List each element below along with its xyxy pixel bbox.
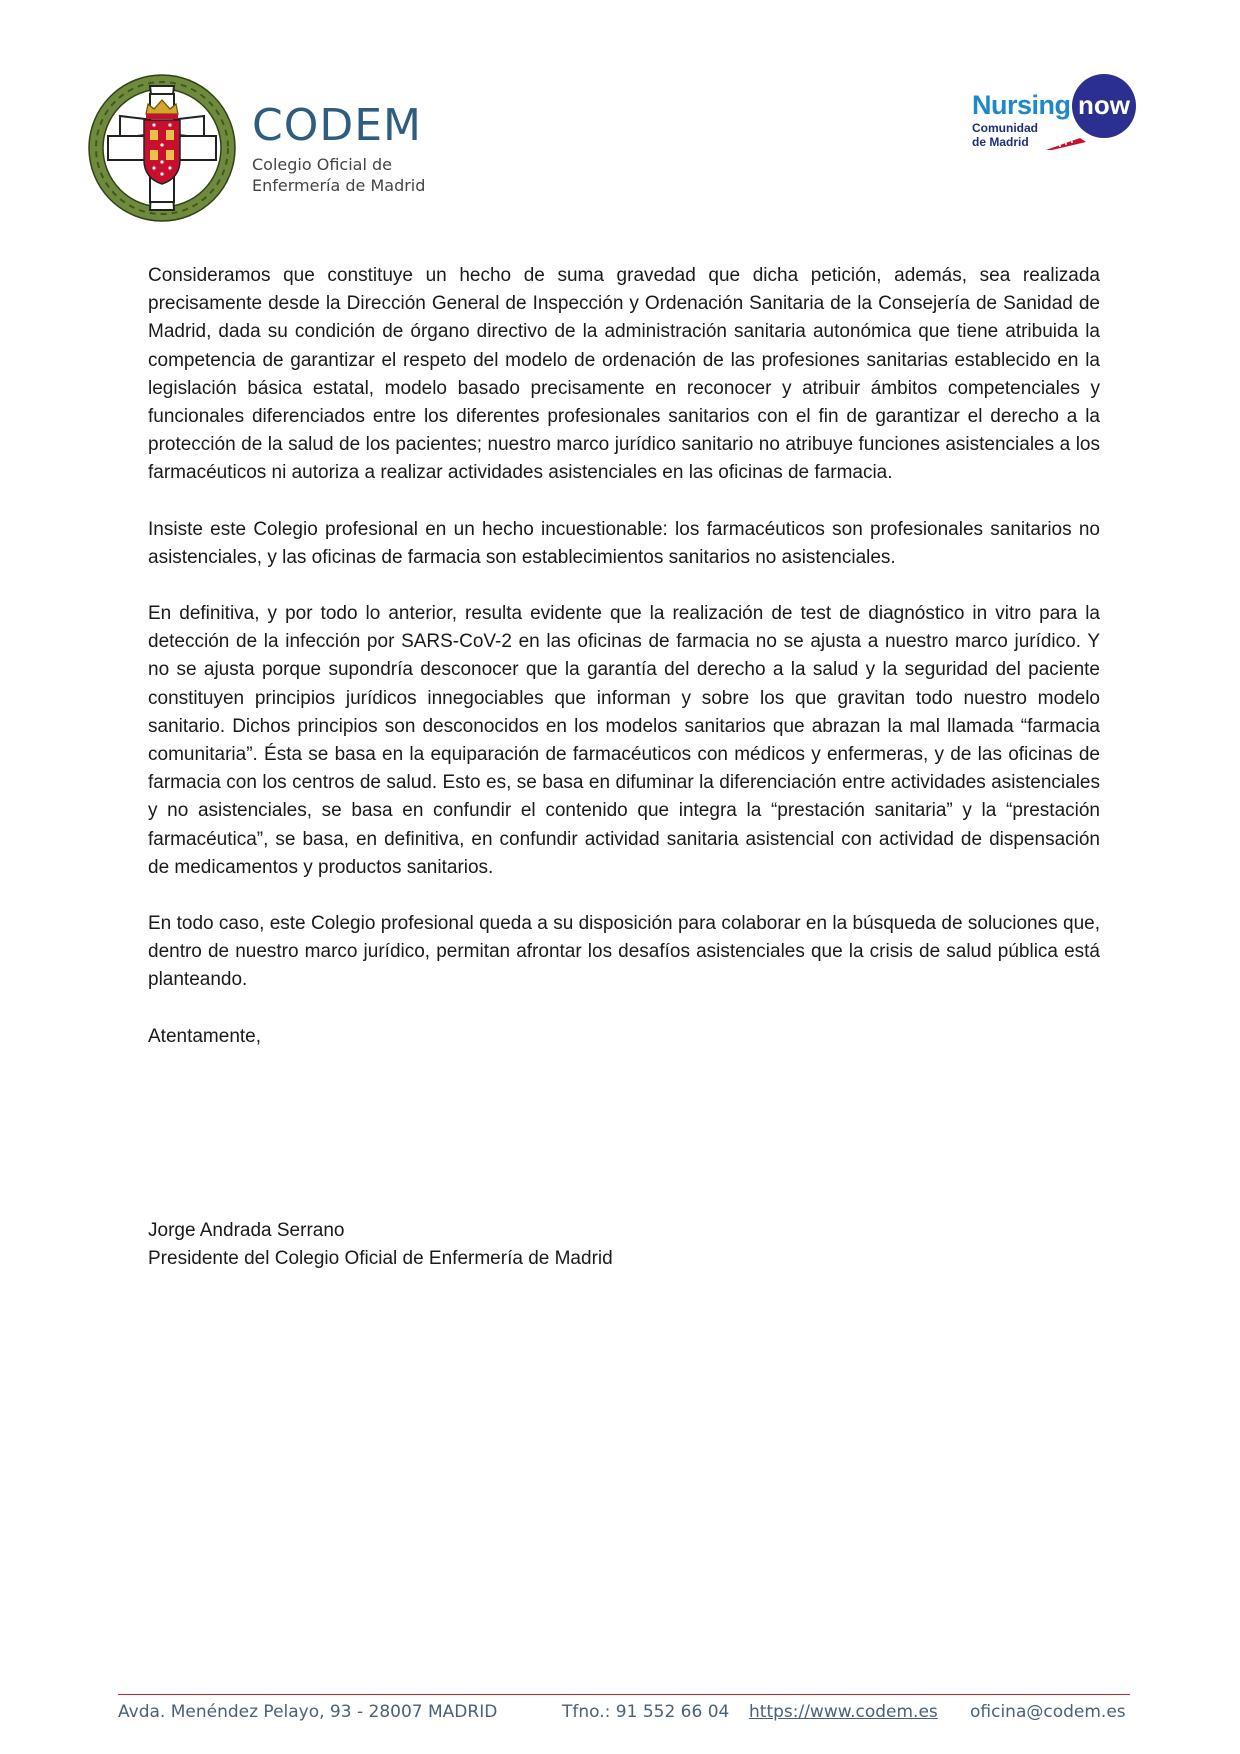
footer-website-link[interactable]: https://www.codem.es: [749, 1702, 938, 1722]
nursing-now-circle: now: [1072, 74, 1136, 138]
body-paragraph-2: Insiste este Colegio profesional en un hecho incuestionable: los farmacéuticos son profesionales sanitarios no asistenciales, y las oficinas de farmacia son establecimientos sanitarios no asistenciales.: [148, 518, 1100, 568]
codem-wordmark: [252, 100, 426, 196]
codem-name: CODEM: [252, 100, 422, 151]
madrid-flag-icon: [1046, 138, 1086, 150]
codem-seal-icon: [88, 74, 236, 222]
footer-phone: Tfno.: 91 552 66 04: [562, 1702, 730, 1722]
body-paragraph-1: Consideramos que constituye un hecho de suma gravedad que dicha petición, además, sea realizada precisamente desde la Dirección General de Inspección y Ordenación Sanitaria de la Consejería de Sanidad de Madrid, dada su condición de órgano directivo de la administración sanitaria autonómica que tiene atribuida la competencia de garantizar el respeto del modelo de ordenación de las profesiones sanitarias establecido en la legislación básica estatal, modelo basado precisamente en reconocer y atribuir ámbitos competenciales y funcionales diferenciados entre los diferentes profesionales sanitarios con el fin de garantizar el derecho a la protección de la salud de los pacientes; nuestro marco jurídico sanitario no atribuye funciones asistenciales a los farmacéuticos ni autoriza a realizar actividades asistenciales en las oficinas de farmacia.: [148, 265, 1100, 484]
footer-email[interactable]: oficina@codem.es: [970, 1702, 1126, 1722]
closing-salutation: Atentamente,: [148, 1025, 262, 1047]
signature-block: [148, 1217, 613, 1273]
codem-logo: [88, 74, 448, 224]
signatory-name: Jorge Andrada Serrano: [148, 1220, 345, 1241]
letter-body: [148, 262, 1100, 1079]
body-paragraph-3: En definitiva, y por todo lo anterior, resulta evidente que la realización de test de diagnóstico in vitro para la detección de la infección por SARS-CoV-2 en las oficinas de farmacia no se ajusta a nuestro marco jurídico. Y no se ajusta porque supondría desconocer que la garantía del derecho a la salud y la seguridad del paciente constituyen principios jurídicos innegociables que informan y sobre los que gravitan todo nuestro modelo sanitario. Dichos principios son desconocidos en los modelos sanitarios que abrazan la mal llamada “farmacia comunitaria”. Ésta se basa en la equiparación de farmacéuticos con médicos y enfermeras, y de las oficinas de farmacia con los centros de salud. Esto es, se basa en difuminar la diferenciación entre actividades asistenciales y no asistenciales, se basa en confundir el contenido que integra la “prestación sanitaria” y la “prestación farmacéutica”, se basa, en definitiva, en confundir actividad sanitaria asistencial con actividad de dispensación de medicamentos y productos sanitarios.: [148, 603, 1100, 878]
body-paragraph-4: En todo caso, este Colegio profesional queda a su disposición para colaborar en la búsqueda de soluciones que, dentro de nuestro marco jurídico, permitan afrontar los desafíos asistenciales que la crisis de salud pública está planteando.: [148, 913, 1100, 991]
nursing-now-subtitle-line-2: de Madrid: [972, 135, 1029, 149]
codem-subtitle-line-2: Enfermería de Madrid: [252, 176, 426, 195]
codem-subtitle-line-1: Colegio Oficial de: [252, 155, 392, 174]
nursing-now-subtitle-line-1: Comunidad: [972, 121, 1038, 135]
nursing-now-word: Nursing: [972, 90, 1071, 120]
nursing-now-logo: [970, 74, 1140, 156]
signatory-title: Presidente del Colegio Oficial de Enfermería de Madrid: [148, 1248, 613, 1269]
footer-address: Avda. Menéndez Pelayo, 93 - 28007 MADRID: [118, 1702, 498, 1722]
footer-divider: [118, 1694, 1130, 1695]
nursing-now-subtitle: [972, 121, 1038, 149]
